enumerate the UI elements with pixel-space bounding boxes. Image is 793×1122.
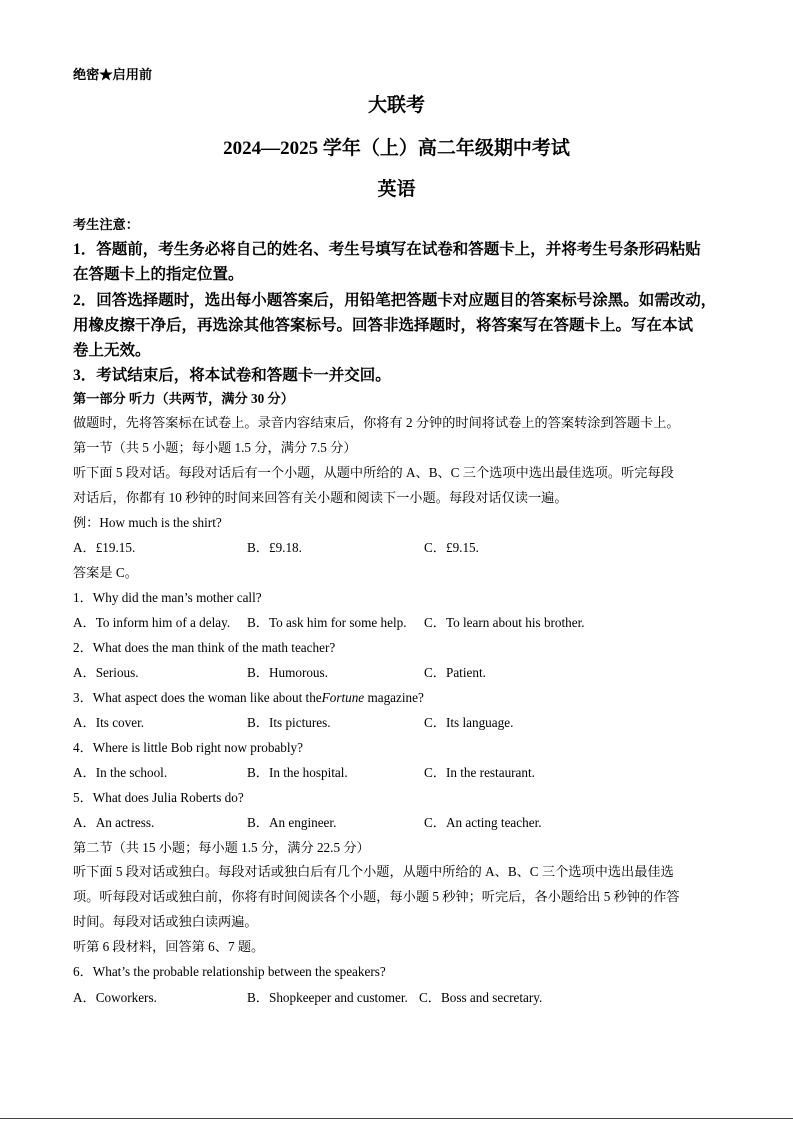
page-bottom-rule [0,1118,793,1119]
example-answer: 答案是 C。 [73,565,138,580]
example-option-b: B．£9.18. [247,540,302,555]
q2-option-c: C．Patient. [424,665,486,680]
example-question: 例：How much is the shirt? [73,515,222,530]
q2-option-b: B．Humorous. [247,665,328,680]
question-3-text-start: 3．What aspect does the woman like about the [73,690,322,705]
section1-instruction-line-1: 听下面 5 段对话。每段对话后有一个小题，从题中所给的 A、B、C 三个选项中选出最佳选项。听完每段 [73,465,674,480]
notice-item-2-line-3: 卷上无效。 [73,342,151,359]
q4-option-a: A．In the school. [73,765,168,780]
notice-item-2-line-1: 2．回答选择题时，选出每小题答案后，用铅笔把答题卡对应题目的答案标号涂黑。如需改动， [73,292,717,309]
q6-option-c: C．Boss and secretary. [419,990,543,1005]
notice-item-1-line-2: 在答题卡上的指定位置。 [73,266,244,283]
confidential-label: 绝密★启用前 [73,67,153,82]
notice-item-3: 3．考试结束后，将本试卷和答题卡一并交回。 [73,367,391,384]
exam-title: 2024—2025 学年（上）高二年级期中考试 [223,138,570,159]
section2-title: 第二节（共 15 小题；每小题 1.5 分，满分 22.5 分） [73,840,370,855]
example-option-a: A．£19.15. [73,540,136,555]
notice-item-1-line-1: 1．答题前，考生务必将自己的姓名、考生号填写在试卷和答题卡上，并将考生号条形码粘贴 [73,241,701,258]
question-6: 6．What’s the probable relationship between the speakers? [73,964,386,979]
q3-option-c: C．Its language. [424,715,514,730]
question-3-magazine-name: Fortune [321,690,365,705]
notice-title: 考生注意： [73,217,139,232]
section2-instruction-line-3: 时间。每段对话或独白读两遍。 [73,914,258,929]
question-5: 5．What does Julia Roberts do? [73,790,244,805]
q5-option-a: A．An actress. [73,815,155,830]
q5-option-c: C．An acting teacher. [424,815,542,830]
question-3-text-end: magazine? [364,690,424,705]
example-option-c: C．£9.15. [424,540,479,555]
q6-option-a: A．Coworkers. [73,990,157,1005]
q4-option-b: B．In the hospital. [247,765,348,780]
section2-instruction-line-1: 听下面 5 段对话或独白。每段对话或独白后有几个小题，从题中所给的 A、B、C 三个选项中选出最佳选 [73,864,674,879]
q1-option-a: A．To inform him of a delay. [73,615,231,630]
material-6-label: 听第 6 段材料，回答第 6、7 题。 [73,939,265,954]
organization-title: 大联考 [367,95,425,116]
question-4: 4．Where is little Bob right now probably? [73,740,304,755]
section1-title: 第一节（共 5 小题；每小题 1.5 分，满分 7.5 分） [73,440,357,455]
q6-option-b: B．Shopkeeper and customer. [247,990,408,1005]
subject-title: 英语 [377,179,416,200]
section2-instruction-line-2: 项。听每段对话或独白前，你将有时间阅读各个小题，每小题 5 秒钟；听完后，各小题给出 5 秒钟的作答 [73,889,680,904]
question-3 [73,687,424,706]
q1-option-b: B．To ask him for some help. [247,615,407,630]
part1-title: 第一部分 听力（共两节，满分 30 分） [73,391,294,406]
q3-option-b: B．Its pictures. [247,715,331,730]
question-1: 1．Why did the man’s mother call? [73,590,262,605]
q2-option-a: A．Serious. [73,665,139,680]
question-2: 2．What does the man think of the math teacher? [73,640,336,655]
q1-option-c: C．To learn about his brother. [424,615,585,630]
q4-option-c: C．In the restaurant. [424,765,535,780]
q3-option-a: A．Its cover. [73,715,145,730]
part1-intro: 做题时，先将答案标在试卷上。录音内容结束后，你将有 2 分钟的时间将试卷上的答案转涂到答题卡上。 [73,415,680,430]
notice-item-2-line-2: 用橡皮擦干净后，再选涂其他答案标号。回答非选择题时，将答案写在答题卡上。写在本试 [73,317,694,334]
q5-option-b: B．An engineer. [247,815,337,830]
section1-instruction-line-2: 对话后，你都有 10 秒钟的时间来回答有关小题和阅读下一小题。每段对话仅读一遍。 [73,490,568,505]
